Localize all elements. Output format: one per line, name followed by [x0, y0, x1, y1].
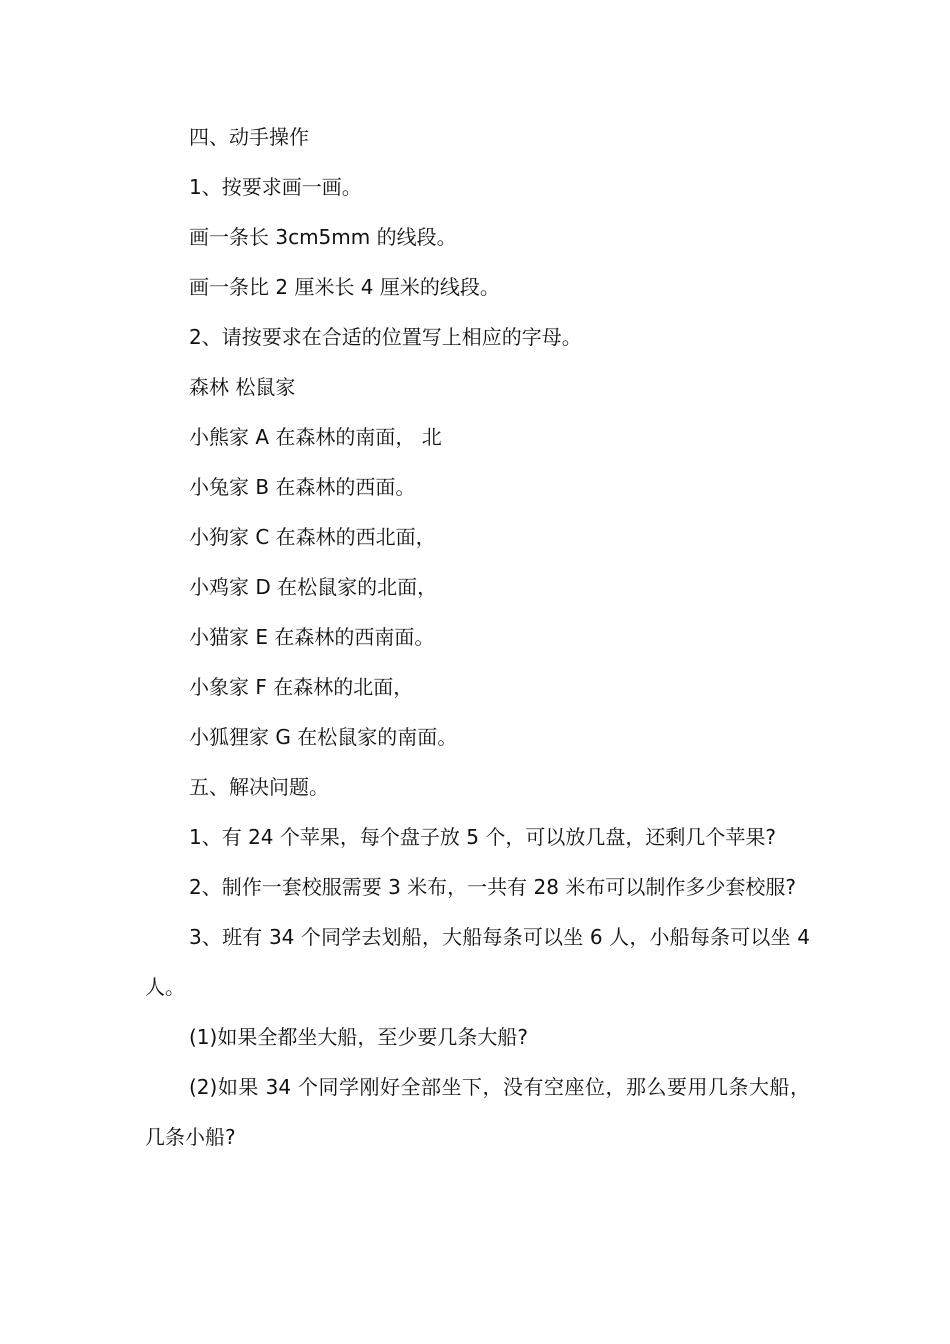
- problem-3: 3、班有 34 个同学去划船，大船每条可以坐 6 人，小船每条可以坐 4 人。: [145, 925, 810, 999]
- task-2-item-b: 小兔家 B 在森林的西面。: [189, 475, 416, 499]
- task-2-item-c: 小狗家 C 在森林的西北面，: [189, 525, 436, 549]
- problem-2: 2、制作一套校服需要 3 米布，一共有 28 米布可以制作多少套校服?: [189, 875, 796, 899]
- task-2-heading: 2、请按要求在合适的位置写上相应的字母。: [189, 325, 582, 349]
- problem-1: 1、有 24 个苹果，每个盘子放 5 个，可以放几盘，还剩几个苹果?: [189, 825, 776, 849]
- task-2-reference-line: 森林 松鼠家: [189, 375, 296, 399]
- document-body: [145, 112, 810, 1162]
- task-2-item-g: 小狐狸家 G 在松鼠家的南面。: [189, 725, 458, 749]
- task-2-item-f: 小象家 F 在森林的北面，: [189, 675, 414, 699]
- task-1-item-2: 画一条比 2 厘米长 4 厘米的线段。: [189, 275, 500, 299]
- section-heading-hands-on: 四、动手操作: [189, 125, 309, 149]
- problem-3-sub-2: (2)如果 34 个同学刚好全部坐下，没有空座位，那么要用几条大船，几条小船?: [145, 1075, 810, 1149]
- task-2-item-a: 小熊家 A 在森林的南面， 北: [189, 425, 442, 449]
- task-1-item-1: 画一条长 3cm5mm 的线段。: [189, 225, 457, 249]
- task-2-item-d: 小鸡家 D 在松鼠家的北面，: [189, 575, 438, 599]
- task-1-heading: 1、按要求画一画。: [189, 175, 362, 199]
- problem-3-sub-1: (1)如果全都坐大船，至少要几条大船?: [189, 1025, 528, 1049]
- section-heading-problems: 五、解决问题。: [189, 775, 329, 799]
- task-2-item-e: 小猫家 E 在森林的西南面。: [189, 625, 435, 649]
